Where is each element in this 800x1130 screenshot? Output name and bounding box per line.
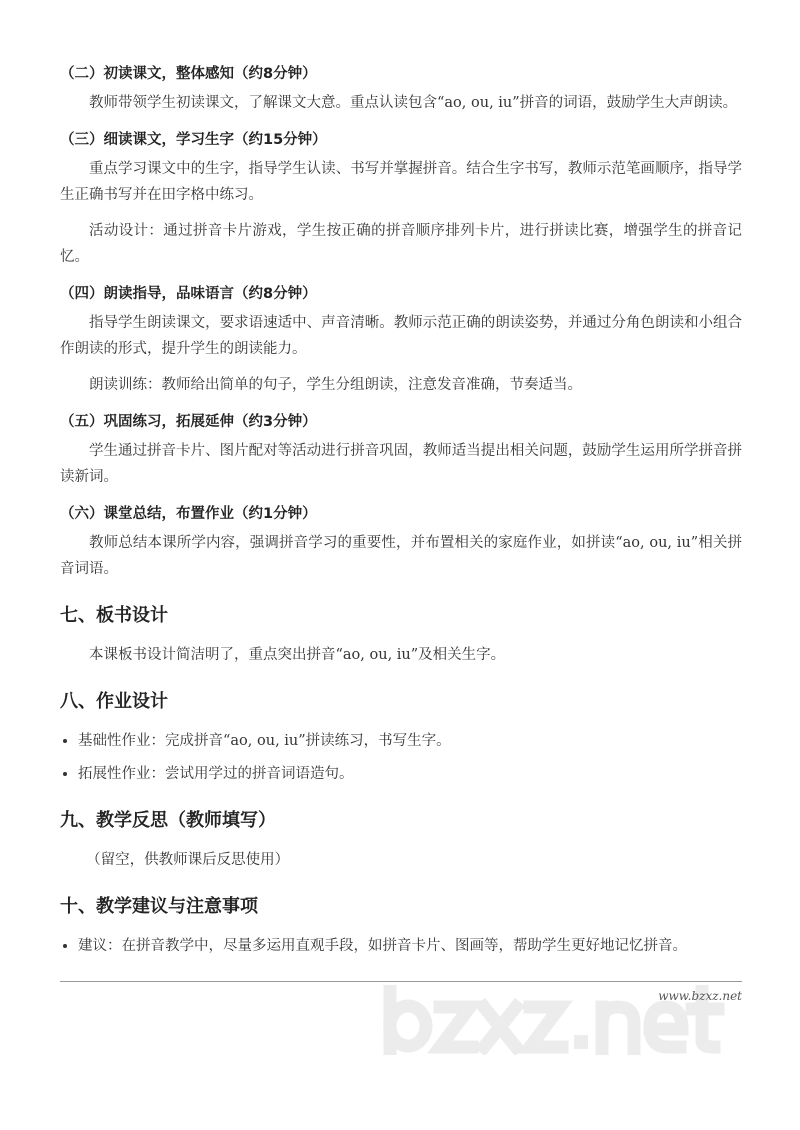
paragraph: 学生通过拼音卡片、图片配对等活动进行拼音巩固，教师适当提出相关问题，鼓励学生运用所学拼音拼读新词。 bbox=[60, 443, 742, 485]
list-item: • 拓展性作业：尝试用学过的拼音词语造句。 bbox=[78, 761, 742, 787]
homework-list bbox=[60, 728, 742, 787]
footer-url: www.bzxz.net bbox=[658, 989, 742, 1003]
list-item: • 建议：在拼音教学中，尽量多运用直观手段，如拼音卡片、图画等，帮助学生更好地记忆拼音。 bbox=[78, 933, 742, 959]
advice-heading: 十、教学建议与注意事项 bbox=[60, 896, 258, 917]
paragraph: 朗读训练：教师给出简单的句子，学生分组朗读，注意发音准确，节奏适当。 bbox=[89, 377, 582, 393]
section-heading: （四）朗读指导，品味语言（约8分钟） bbox=[60, 286, 317, 302]
section-heading: （三）细读课文，学习生字（约15分钟） bbox=[60, 132, 327, 148]
section bbox=[60, 284, 742, 398]
section-heading: （二）初读课文，整体感知（约8分钟） bbox=[60, 66, 317, 82]
section bbox=[60, 412, 742, 490]
paragraph: （留空，供教师课后反思使用） bbox=[86, 852, 290, 868]
section-heading: （五）巩固练习，拓展延伸（约3分钟） bbox=[60, 414, 317, 430]
section bbox=[60, 130, 742, 270]
advice-list bbox=[60, 933, 742, 959]
reflection-heading: 九、教学反思（教师填写） bbox=[60, 810, 276, 831]
board-heading: 七、板书设计 bbox=[60, 605, 168, 626]
section bbox=[60, 64, 742, 116]
homework-heading: 八、作业设计 bbox=[60, 691, 168, 712]
section bbox=[60, 504, 742, 582]
paragraph: 活动设计：通过拼音卡片游戏，学生按正确的拼音顺序排列卡片，进行拼读比赛，增强学生的拼音记忆。 bbox=[60, 223, 742, 265]
paragraph: 教师总结本课所学内容，强调拼音学习的重要性，并布置相关的家庭作业，如拼读“ao, ou, iu”相关拼音词语。 bbox=[60, 535, 742, 577]
paragraph: 重点学习课文中的生字，指导学生认读、书写并掌握拼音。结合生字书写，教师示范笔画顺序，指导学生正确书写并在田字格中练习。 bbox=[60, 161, 742, 203]
paragraph: 教师带领学生初读课文，了解课文大意。重点认读包含“ao, ou, iu”拼音的词语，鼓励学生大声朗读。 bbox=[89, 95, 738, 111]
paragraph: 本课板书设计简洁明了，重点突出拼音“ao, ou, iu”及相关生字。 bbox=[89, 647, 506, 663]
list-item: • 基础性作业：完成拼音“ao, ou, iu”拼读练习，书写生字。 bbox=[78, 728, 742, 754]
section-heading: （六）课堂总结，布置作业（约1分钟） bbox=[60, 506, 317, 522]
paragraph: 指导学生朗读课文，要求语速适中、声音清晰。教师示范正确的朗读姿势，并通过分角色朗读和小组合作朗读的形式，提升学生的朗读能力。 bbox=[60, 315, 742, 357]
footer-divider bbox=[60, 981, 742, 982]
